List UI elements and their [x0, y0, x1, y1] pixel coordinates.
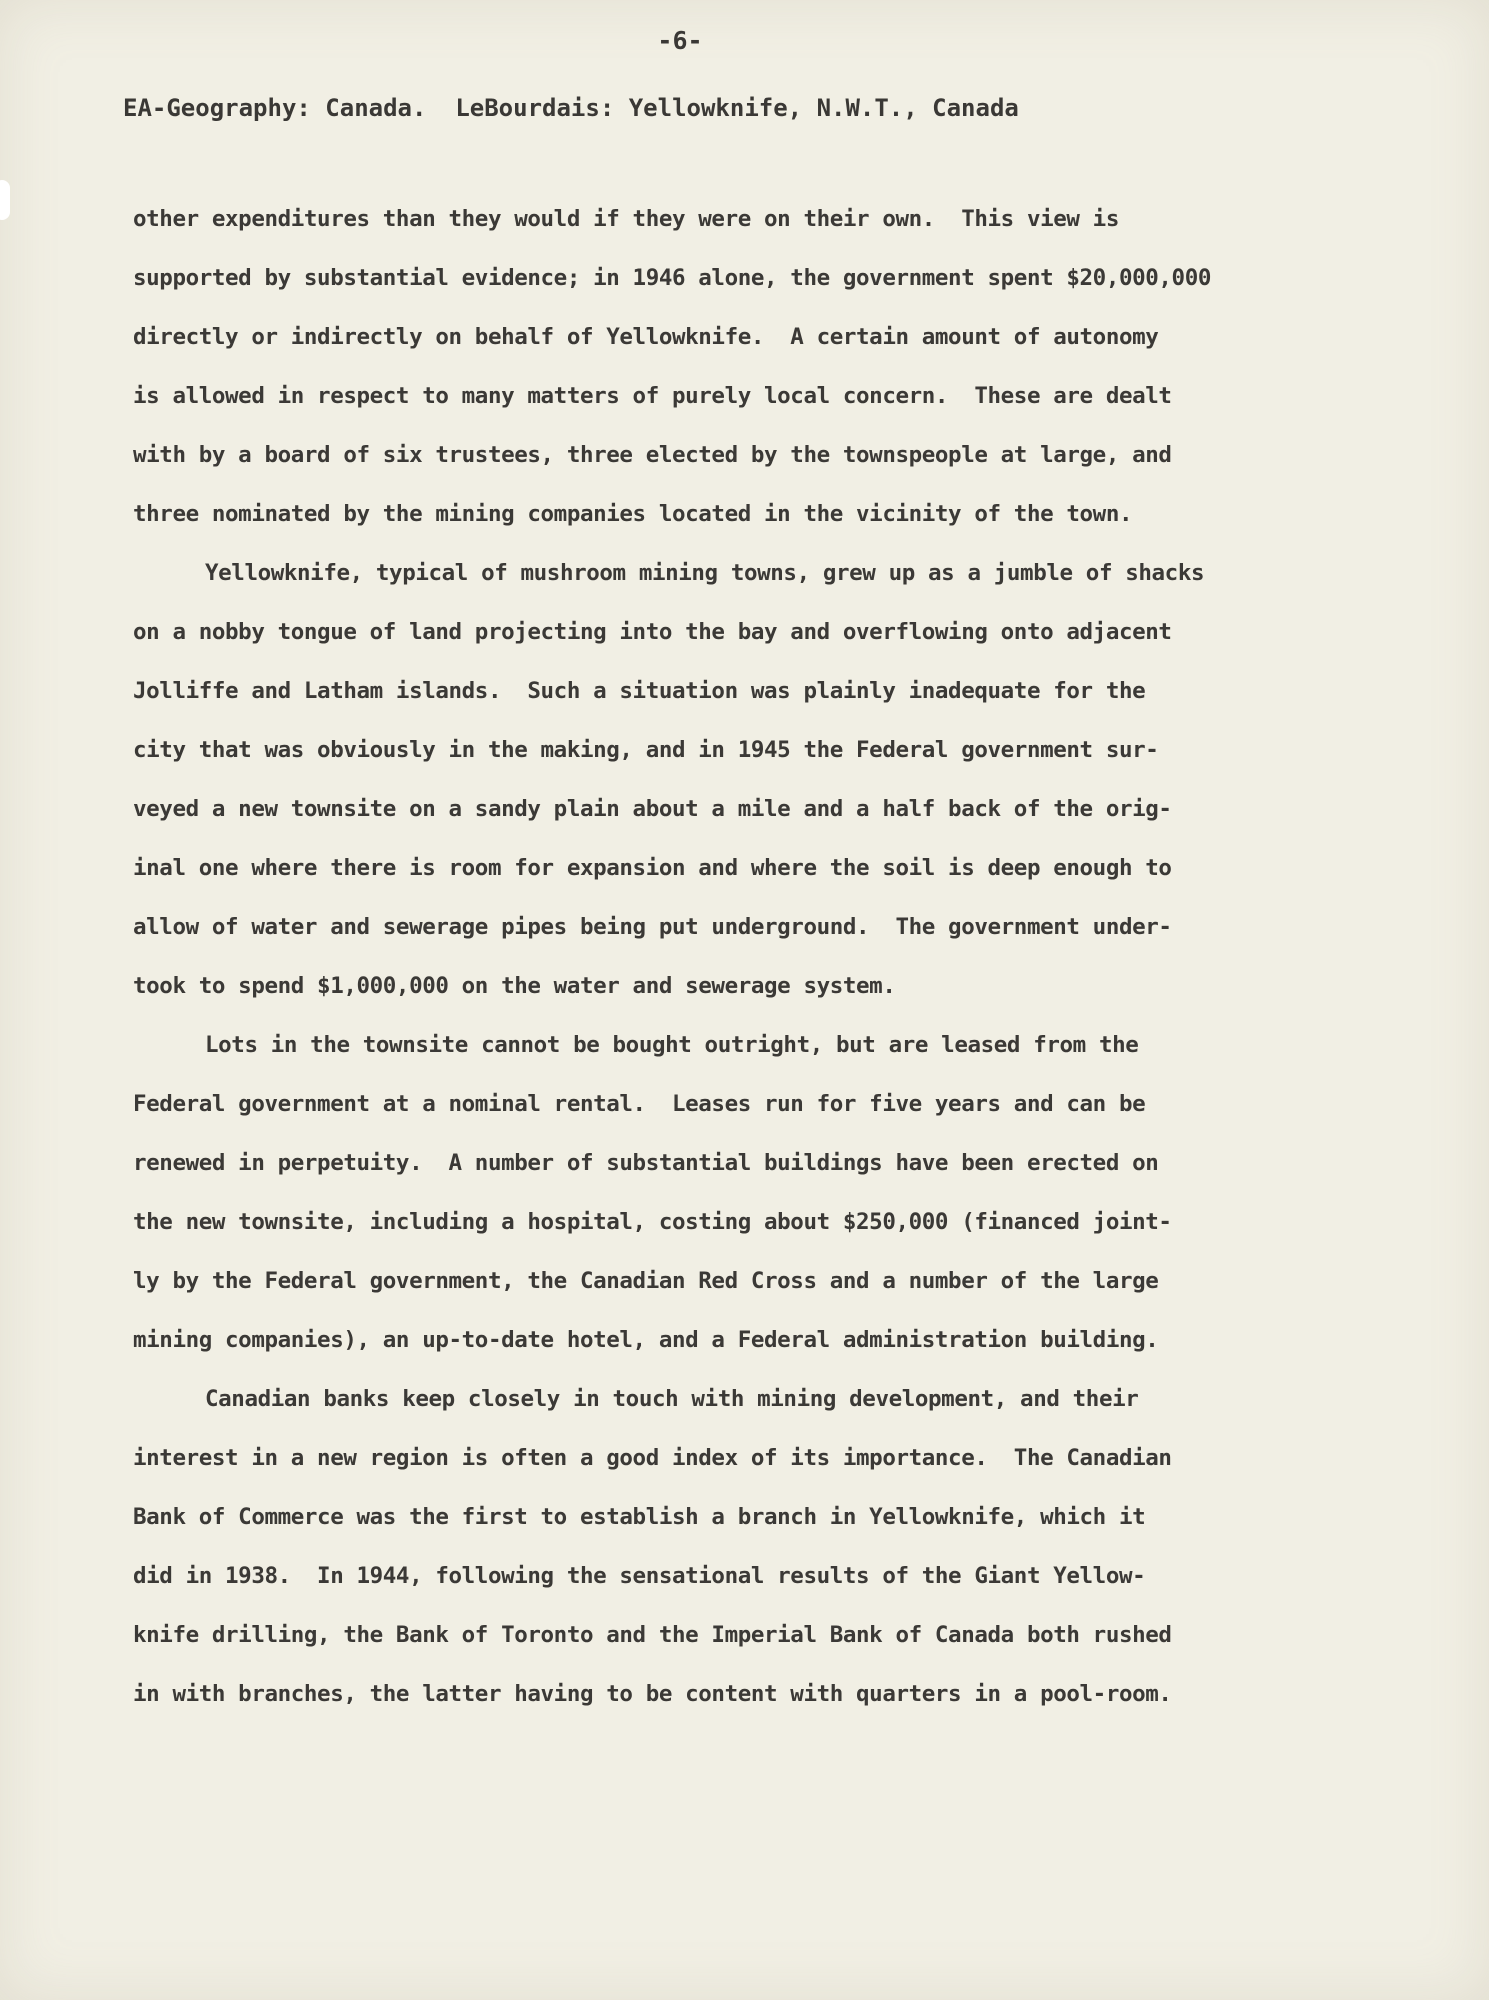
- text-line: allow of water and sewerage pipes being put underground. The government under-: [133, 914, 1172, 940]
- body-text: [133, 204, 1373, 1738]
- text-line: three nominated by the mining companies located in the vicinity of the town.: [133, 501, 1133, 527]
- text-line: inal one where there is room for expansion and where the soil is deep enough to: [133, 855, 1172, 881]
- text-line: did in 1938. In 1944, following the sensational results of the Giant Yellow-: [133, 1563, 1146, 1589]
- text-line: Jolliffe and Latham islands. Such a situation was plainly inadequate for the: [133, 678, 1146, 704]
- text-line: renewed in perpetuity. A number of substantial buildings have been erected on: [133, 1150, 1159, 1176]
- text-line: Federal government at a nominal rental. Leases run for five years and can be: [133, 1091, 1146, 1117]
- text-line: with by a board of six trustees, three elected by the townspeople at large, and: [133, 442, 1172, 468]
- text-line: veyed a new townsite on a sandy plain about a mile and a half back of the orig-: [133, 796, 1172, 822]
- text-line: knife drilling, the Bank of Toronto and the Imperial Bank of Canada both rushed: [133, 1622, 1172, 1648]
- text-line: city that was obviously in the making, and in 1945 the Federal government sur-: [133, 737, 1159, 763]
- page-number: -6-: [657, 26, 703, 55]
- text-line: on a nobby tongue of land projecting into the bay and overflowing onto adjacent: [133, 619, 1172, 645]
- text-line: Lots in the townsite cannot be bought outright, but are leased from the: [205, 1032, 1139, 1058]
- text-line: in with branches, the latter having to be content with quarters in a pool-room.: [133, 1681, 1172, 1707]
- binding-hole: [0, 180, 10, 220]
- text-line: mining companies), an up-to-date hotel, and a Federal administration building.: [133, 1327, 1159, 1353]
- text-line: the new townsite, including a hospital, costing about $250,000 (financed joint-: [133, 1209, 1172, 1235]
- text-line: Yellowknife, typical of mushroom mining towns, grew up as a jumble of shacks: [205, 560, 1205, 586]
- text-line: ly by the Federal government, the Canadian Red Cross and a number of the large: [133, 1268, 1159, 1294]
- text-line: Bank of Commerce was the first to establish a branch in Yellowknife, which it: [133, 1504, 1146, 1530]
- running-header: EA-Geography: Canada. LeBourdais: Yellowknife, N.W.T., Canada: [123, 94, 1019, 122]
- text-line: supported by substantial evidence; in 1946 alone, the government spent $20,000,000: [133, 265, 1211, 291]
- text-line: took to spend $1,000,000 on the water and sewerage system.: [133, 973, 896, 999]
- text-line: interest in a new region is often a good index of its importance. The Canadian: [133, 1445, 1172, 1471]
- text-line: other expenditures than they would if they were on their own. This view is: [133, 206, 1119, 232]
- text-line: is allowed in respect to many matters of purely local concern. These are dealt: [133, 383, 1172, 409]
- text-line: Canadian banks keep closely in touch with mining development, and their: [205, 1386, 1139, 1412]
- text-line: directly or indirectly on behalf of Yellowknife. A certain amount of autonomy: [133, 324, 1159, 350]
